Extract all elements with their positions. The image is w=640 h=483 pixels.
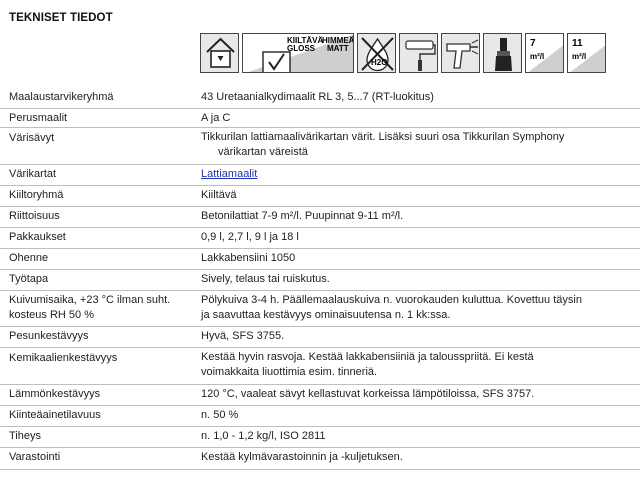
row-value: n. 1,0 - 1,2 kg/l, ISO 2811 [201,430,326,442]
row-label: Pesunkestävyys [9,330,89,342]
row-label: Tiheys [9,430,41,442]
coverage-7-unit: m²/l [530,52,545,61]
row-value: Betonilattiat 7-9 m²/l. Puupinnat 9-11 m²/l. [201,210,404,222]
table-row [0,87,640,109]
gloss-label-left-1: KIILTÄVÄ [287,36,324,45]
table-row [0,347,640,385]
no-water-icon [357,33,396,73]
gloss-scale-icon [242,33,354,73]
row-value: Sively, telaus tai ruiskutus. [201,273,330,285]
color-chart-link[interactable]: Lattiamaalit [201,168,258,180]
coverage-11-unit: m²/l [572,52,587,61]
row-value: Kestää kylmävarastoinnin ja -kuljetuksen. [201,451,403,463]
row-label: Pakkaukset [9,231,66,243]
row-value: 43 Uretaanialkydimaalit RL 3, 5...7 (RT-luokitus) [201,91,434,103]
table-row [0,384,640,406]
row-value: Kiiltävä [201,189,237,201]
table-row [0,185,640,207]
water-label: H2O [371,58,388,67]
row-label-line-2: kosteus RH 50 % [9,309,94,321]
coverage-11-icon [567,33,606,73]
table-row [0,290,640,327]
table-row [0,269,640,291]
row-label: Perusmaalit [9,112,68,124]
row-label: Kiiltoryhmä [9,189,64,201]
row-label: Työtapa [9,273,49,285]
row-label: Ohenne [9,252,49,264]
row-value: 0,9 l, 2,7 l, 9 l ja 18 l [201,231,299,243]
table-row [0,108,640,128]
row-label: Varastointi [9,451,61,463]
table-row [0,248,640,270]
row-value: n. 50 % [201,409,239,421]
row-value: Tikkurilan lattiamaalivärikartan värit. Lisäksi suuri osa Tikkurilan Symphony [201,131,565,143]
gloss-label-right-1: HIMMEÄ [322,36,355,45]
table-row [0,164,640,186]
row-value: Pölykuiva 3-4 h. Päällemaalauskuiva n. vuorokauden kuluttua. Kovettuu täysin [201,294,582,306]
row-value: Kestää hyvin rasvoja. Kestää lakkabensiiniä ja talousspriitä. Ei kestä [201,351,534,363]
section-heading: TEKNISET TIEDOT [9,12,113,24]
table-row [0,405,640,427]
row-value: Hyvä, SFS 3755. [201,330,285,342]
row-label: Riittoisuus [9,210,60,222]
gloss-label-left-2: GLOSS [287,44,316,53]
row-label: Värisävyt [9,132,55,144]
coverage-11-number: 11 [572,38,583,49]
roller-icon [399,33,438,73]
table-row [0,326,640,348]
gloss-label-right-2: MATT [327,44,349,53]
row-label: Lämmönkestävyys [9,388,101,400]
row-value: 120 °C, vaaleat sävyt kellastuvat korkeissa lämpötiloissa, SFS 3757. [201,388,535,400]
brush-icon [483,33,522,73]
indoor-house-icon [200,33,239,73]
product-icon-strip [200,33,606,74]
table-row [0,227,640,249]
row-value: Lakkabensiini 1050 [201,252,296,264]
row-label: Värikartat [9,168,57,180]
row-label: Kiinteäainetilavuus [9,409,101,421]
row-label: Maalaustarvikeryhmä [9,91,114,103]
row-value-line-2: voimakkaita liuottimia esim. tinneriä. [201,366,378,378]
row-label: Kemikaalienkestävyys [9,352,118,364]
spray-gun-icon [441,33,480,73]
table-row [0,127,640,165]
table-row [0,426,640,448]
table-row [0,447,640,470]
row-label: Kuivumisaika, +23 °C ilman suht. [9,294,171,306]
coverage-7-icon [525,33,564,73]
row-value: A ja C [201,112,231,124]
row-value-line-2: värikartan väreistä [218,146,308,158]
row-value-line-2: ja saavuttaa kestävyys ominaisuutensa n. 1 kk:ssa. [201,309,451,321]
table-row [0,206,640,228]
coverage-7-number: 7 [530,38,536,49]
